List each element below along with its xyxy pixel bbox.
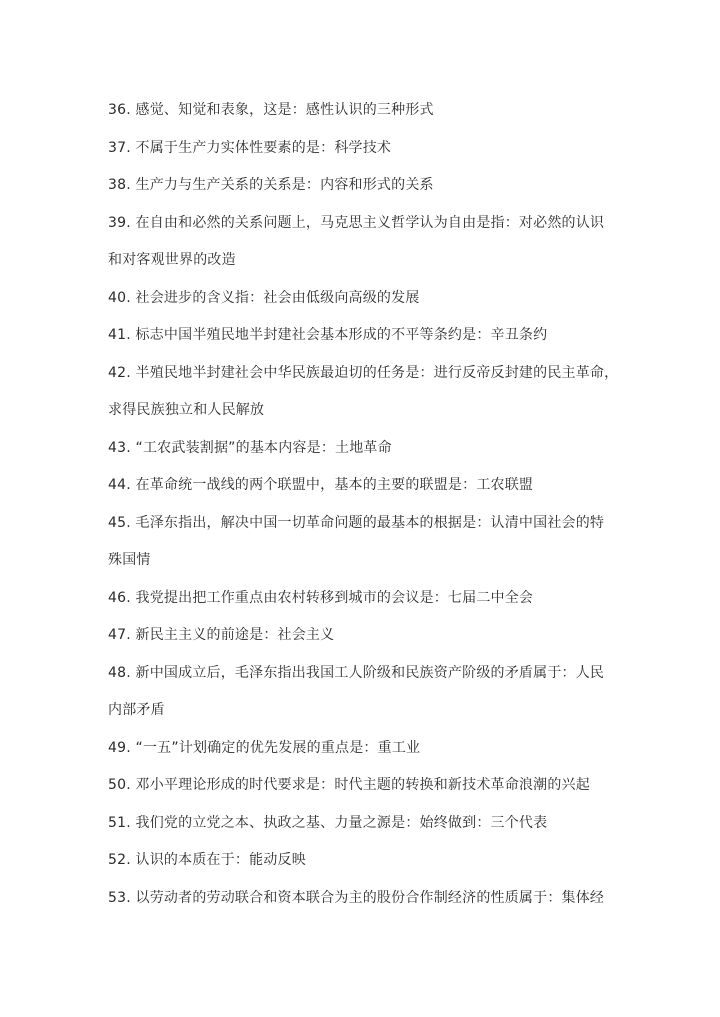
list-item: 41. 标志中国半殖民地半封建社会基本形成的不平等条约是：辛丑条约: [108, 327, 548, 343]
list-item: 47. 新民主主义的前途是：社会主义: [108, 627, 335, 643]
list-item: 48. 新中国成立后，毛泽东指出我国工人阶级和民族资产阶级的矛盾属于：人民: [108, 664, 605, 681]
list-item: 39. 在自由和必然的关系问题上，马克思主义哲学认为自由是指：对必然的认识: [108, 214, 605, 231]
list-item-continuation: 内部矛盾: [108, 702, 165, 718]
question-list: [108, 92, 628, 917]
list-item: 42. 半殖民地半封建社会中华民族最迫切的任务是：进行反帝反封建的民主革命，: [108, 364, 619, 381]
list-item: 38. 生产力与生产关系的关系是：内容和形式的关系: [108, 177, 434, 193]
list-item: 49. “一五”计划确定的优先发展的重点是：重工业: [108, 739, 421, 756]
list-item: 46. 我党提出把工作重点由农村转移到城市的会议是：七届二中全会: [108, 589, 534, 606]
list-item: 36. 感觉、知觉和表象，这是：感性认识的三种形式: [108, 102, 434, 118]
list-item: 52. 认识的本质在于：能动反映: [108, 852, 306, 868]
list-item: 51. 我们党的立党之本、执政之基、力量之源是：始终做到：三个代表: [108, 814, 548, 831]
list-item: 43. “工农武装割据”的基本内容是：土地革命: [108, 439, 392, 456]
list-item: 40. 社会进步的含义指：社会由低级向高级的发展: [108, 289, 420, 306]
list-item: 37. 不属于生产力实体性要素的是：科学技术: [108, 139, 392, 156]
list-item: 45. 毛泽东指出，解决中国一切革命问题的最基本的根据是：认清中国社会的特: [108, 514, 605, 531]
list-item: 53. 以劳动者的劳动联合和资本联合为主的股份合作制经济的性质属于：集体经: [108, 889, 605, 906]
list-item-continuation: 和对客观世界的改造: [108, 252, 236, 268]
list-item: 44. 在革命统一战线的两个联盟中，基本的主要的联盟是：工农联盟: [108, 477, 534, 493]
list-item: 50. 邓小平理论形成的时代要求是：时代主题的转换和新技术革命浪潮的兴起: [108, 777, 590, 793]
list-item-continuation: 求得民族独立和人民解放: [108, 402, 265, 418]
list-item-continuation: 殊国情: [108, 552, 151, 568]
